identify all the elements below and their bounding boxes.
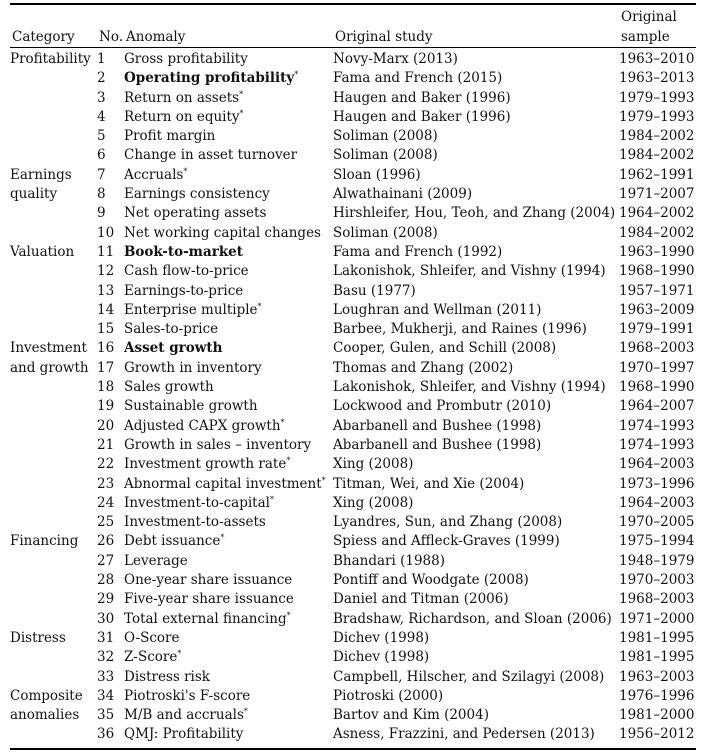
sample-cell: 1974–1993 <box>619 436 695 453</box>
anomaly-name: Piotroski's F-score <box>124 687 251 704</box>
anomaly-cell <box>124 494 333 513</box>
number-cell: 2 <box>97 70 106 87</box>
header-sample-line1: Original <box>621 9 677 25</box>
study-cell: Pontiff and Woodgate (2008) <box>333 572 529 589</box>
anomaly-cell <box>124 50 333 69</box>
category-cell <box>10 204 97 223</box>
anomaly-cell <box>124 166 333 185</box>
anomaly-name: Investment-to-capital <box>124 494 270 511</box>
anomaly-name: QMJ: Profitability <box>124 726 244 743</box>
star-marker: * <box>321 475 326 485</box>
anomaly-name: Book-to-market <box>124 243 243 260</box>
anomaly-cell <box>124 532 333 551</box>
study-cell: Fama and French (1992) <box>333 243 503 260</box>
study-cell: Fama and French (2015) <box>333 70 503 87</box>
table-row <box>10 668 696 687</box>
number-cell: 28 <box>97 572 115 589</box>
study-cell: Soliman (2008) <box>333 128 438 145</box>
anomaly-cell <box>124 108 333 127</box>
table-row <box>10 513 696 532</box>
top-rule <box>10 3 696 5</box>
anomaly-name: Change in asset turnover <box>124 147 298 164</box>
sample-cell: 1979–1991 <box>619 321 695 338</box>
number-cell: 21 <box>97 436 115 453</box>
category-cell <box>10 320 97 339</box>
study-cell: Sloan (1996) <box>333 166 421 183</box>
category-cell <box>10 397 97 416</box>
anomaly-name: Z-Score <box>124 649 178 666</box>
table-row <box>10 397 696 416</box>
study-cell: Piotroski (2000) <box>333 687 444 704</box>
category-cell <box>10 69 97 88</box>
study-cell: Hirshleifer, Hou, Teoh, and Zhang (2004) <box>333 205 616 222</box>
table-row <box>10 339 696 358</box>
sample-cell: 1964–2003 <box>619 456 695 473</box>
anomaly-name: Return on assets <box>124 89 240 106</box>
anomaly-cell <box>124 224 333 243</box>
category-cell <box>10 648 97 667</box>
anomaly-name: Earnings consistency <box>124 186 270 203</box>
table-row <box>10 359 696 378</box>
anomaly-cell <box>124 668 333 687</box>
anomaly-cell <box>124 359 333 378</box>
study-cell: Loughran and Wellman (2011) <box>333 301 542 318</box>
sample-cell: 1970–1997 <box>619 359 695 376</box>
sample-cell: 1984–2002 <box>619 224 695 241</box>
category-cell <box>10 436 97 455</box>
study-cell: Barbee, Mukherji, and Raines (1996) <box>333 321 587 338</box>
anomaly-cell <box>124 127 333 146</box>
table-row <box>10 475 696 494</box>
number-cell: 6 <box>97 147 106 164</box>
anomaly-name: Sales-to-price <box>124 321 219 338</box>
anomaly-name: O-Score <box>124 629 180 646</box>
category-cell: Investment <box>10 340 87 357</box>
study-cell: Campbell, Hilscher, and Szilagyi (2008) <box>333 668 605 685</box>
number-cell: 13 <box>97 282 115 299</box>
anomaly-name: Growth in inventory <box>124 359 262 376</box>
study-cell: Basu (1977) <box>333 282 416 299</box>
star-marker: * <box>243 707 248 717</box>
anomaly-cell <box>124 417 333 436</box>
category-cell <box>10 89 97 108</box>
category-cell <box>10 417 97 436</box>
table-row <box>10 378 696 397</box>
category-cell: Earnings <box>10 166 72 183</box>
study-cell: Xing (2008) <box>333 494 414 511</box>
sample-cell: 1963–2003 <box>619 668 695 685</box>
anomaly-cell <box>124 262 333 281</box>
table-row <box>10 590 696 609</box>
study-cell: Lyandres, Sun, and Zhang (2008) <box>333 514 563 531</box>
star-marker: * <box>269 494 274 504</box>
study-cell: Spiess and Affleck-Graves (1999) <box>333 533 560 550</box>
study-cell: Bhandari (1988) <box>333 552 446 569</box>
anomaly-table-body <box>10 50 696 745</box>
anomaly-name: Gross profitability <box>124 51 248 67</box>
anomaly-cell <box>124 687 333 706</box>
sample-cell: 1968–2003 <box>619 591 695 608</box>
study-cell: Daniel and Titman (2006) <box>333 591 509 608</box>
number-cell: 33 <box>97 668 115 685</box>
header-anomaly: Anomaly <box>126 29 186 45</box>
anomaly-cell <box>124 204 333 223</box>
anomaly-name: Asset growth <box>124 340 223 357</box>
sample-cell: 1964–2003 <box>619 494 695 511</box>
number-cell: 17 <box>97 359 115 376</box>
anomaly-table <box>10 50 696 745</box>
table-row <box>10 69 696 88</box>
header-no: No. <box>99 29 123 45</box>
sample-cell: 1975–1994 <box>619 533 695 550</box>
category-cell <box>10 668 97 687</box>
number-cell: 5 <box>97 128 106 145</box>
sample-cell: 1984–2002 <box>619 128 695 145</box>
anomaly-cell <box>124 301 333 320</box>
table-row <box>10 687 696 706</box>
number-cell: 26 <box>97 533 115 550</box>
category-cell <box>10 610 97 629</box>
category-cell: and growth <box>10 359 89 376</box>
category-cell <box>10 513 97 532</box>
study-cell: Alwathainani (2009) <box>333 186 473 203</box>
sample-cell: 1979–1993 <box>619 89 695 106</box>
table-row <box>10 127 696 146</box>
sample-cell: 1968–1990 <box>619 263 695 280</box>
number-cell: 24 <box>97 494 115 511</box>
number-cell: 12 <box>97 263 115 280</box>
sample-cell: 1963–2009 <box>619 301 695 318</box>
number-cell: 16 <box>97 340 115 357</box>
sample-cell: 1973–1996 <box>619 475 695 492</box>
number-cell: 20 <box>97 417 115 434</box>
sample-cell: 1984–2002 <box>619 147 695 164</box>
anomaly-cell <box>124 629 333 648</box>
number-cell: 18 <box>97 379 115 396</box>
anomaly-name: Total external financing <box>124 610 287 627</box>
sample-cell: 1963–2010 <box>619 51 695 67</box>
number-cell: 8 <box>97 186 106 203</box>
table-row <box>10 725 696 744</box>
anomaly-name: Debt issuance <box>124 533 221 550</box>
anomaly-cell <box>124 436 333 455</box>
sample-cell: 1968–2003 <box>619 340 695 357</box>
table-row <box>10 224 696 243</box>
category-cell <box>10 108 97 127</box>
anomaly-cell <box>124 725 333 744</box>
study-cell: Dichev (1998) <box>333 629 430 646</box>
category-cell <box>10 494 97 513</box>
category-cell: Valuation <box>10 243 75 260</box>
sample-cell: 1964–2002 <box>619 205 695 222</box>
study-cell: Cooper, Gulen, and Schill (2008) <box>333 340 557 357</box>
header-rule <box>10 47 696 48</box>
table-row <box>10 301 696 320</box>
number-cell: 11 <box>97 243 115 260</box>
sample-cell: 1971–2000 <box>619 610 695 627</box>
anomaly-cell <box>124 339 333 358</box>
number-cell: 23 <box>97 475 115 492</box>
anomaly-name: Five-year share issuance <box>124 591 294 608</box>
anomaly-cell <box>124 648 333 667</box>
bottom-rule <box>10 748 696 750</box>
category-cell: anomalies <box>10 707 80 724</box>
sample-cell: 1976–1996 <box>619 687 695 704</box>
table-row <box>10 532 696 551</box>
study-cell: Novy-Marx (2013) <box>333 51 458 67</box>
anomaly-name: Return on equity <box>124 108 240 125</box>
anomaly-name: Operating profitability <box>124 70 295 87</box>
category-cell <box>10 552 97 571</box>
star-marker: * <box>239 108 244 118</box>
category-cell <box>10 146 97 165</box>
table-row <box>10 571 696 590</box>
anomaly-cell <box>124 513 333 532</box>
sample-cell: 1964–2007 <box>619 398 695 415</box>
anomaly-cell <box>124 89 333 108</box>
study-cell: Thomas and Zhang (2002) <box>333 359 514 376</box>
category-cell <box>10 262 97 281</box>
sample-cell: 1971–2007 <box>619 186 695 203</box>
number-cell: 34 <box>97 687 115 704</box>
anomaly-cell <box>124 552 333 571</box>
star-marker: * <box>183 166 188 176</box>
number-cell: 30 <box>97 610 115 627</box>
number-cell: 19 <box>97 398 115 415</box>
anomaly-name: Net working capital changes <box>124 224 321 241</box>
category-cell <box>10 455 97 474</box>
category-cell: Profitability <box>10 51 91 67</box>
study-cell: Haugen and Baker (1996) <box>333 108 511 125</box>
number-cell: 32 <box>97 649 115 666</box>
number-cell: 14 <box>97 301 115 318</box>
number-cell: 10 <box>97 224 115 241</box>
study-cell: Asness, Frazzini, and Pedersen (2013) <box>333 726 595 743</box>
sample-cell: 1948–1979 <box>619 552 695 569</box>
number-cell: 29 <box>97 591 115 608</box>
star-marker: * <box>177 649 182 659</box>
sample-cell: 1974–1993 <box>619 417 695 434</box>
number-cell: 15 <box>97 321 115 338</box>
table-row <box>10 50 696 69</box>
study-cell: Soliman (2008) <box>333 147 438 164</box>
number-cell: 22 <box>97 456 115 473</box>
table-row <box>10 610 696 629</box>
category-cell <box>10 571 97 590</box>
table-row <box>10 629 696 648</box>
star-marker: * <box>280 417 285 427</box>
star-marker: * <box>257 301 262 311</box>
number-cell: 25 <box>97 514 115 531</box>
anomaly-cell <box>124 571 333 590</box>
sample-cell: 1968–1990 <box>619 379 695 396</box>
table-row <box>10 455 696 474</box>
table-row <box>10 146 696 165</box>
study-cell: Bradshaw, Richardson, and Sloan (2006) <box>333 610 612 627</box>
category-cell: Distress <box>10 629 66 646</box>
table-row <box>10 552 696 571</box>
category-cell: quality <box>10 186 58 203</box>
category-cell <box>10 127 97 146</box>
study-cell: Lockwood and Prombutr (2010) <box>333 398 552 415</box>
number-cell: 7 <box>97 166 106 183</box>
category-cell <box>10 301 97 320</box>
table-row <box>10 243 696 262</box>
study-cell: Abarbanell and Bushee (1998) <box>333 436 542 453</box>
star-marker: * <box>239 89 244 99</box>
number-cell: 36 <box>97 726 115 743</box>
anomaly-cell <box>124 455 333 474</box>
sample-cell: 1981–1995 <box>619 649 695 666</box>
anomaly-name: Abnormal capital investment <box>124 475 322 492</box>
category-cell: Financing <box>10 533 79 550</box>
sample-cell: 1957–1971 <box>619 282 695 299</box>
anomaly-name: Leverage <box>124 552 188 569</box>
anomaly-cell <box>124 706 333 725</box>
number-cell: 31 <box>97 629 115 646</box>
header-study: Original study <box>335 29 433 45</box>
anomaly-cell <box>124 397 333 416</box>
anomaly-name: Profit margin <box>124 128 216 145</box>
anomaly-name: Sustainable growth <box>124 398 258 415</box>
category-cell <box>10 224 97 243</box>
table-row <box>10 185 696 204</box>
anomaly-name: Distress risk <box>124 668 210 685</box>
anomaly-cell <box>124 243 333 262</box>
study-cell: Haugen and Baker (1996) <box>333 89 511 106</box>
number-cell: 4 <box>97 108 106 125</box>
star-marker: * <box>294 70 299 80</box>
anomaly-cell <box>124 590 333 609</box>
star-marker: * <box>220 533 225 543</box>
anomaly-name: Net operating assets <box>124 205 267 222</box>
sample-cell: 1956–2012 <box>619 726 695 743</box>
table-row <box>10 282 696 301</box>
number-cell: 1 <box>97 51 106 67</box>
category-cell <box>10 590 97 609</box>
sample-cell: 1981–1995 <box>619 629 695 646</box>
anomaly-name: Investment growth rate <box>124 456 287 473</box>
anomaly-name: Sales growth <box>124 379 214 396</box>
sample-cell: 1962–1991 <box>619 166 695 183</box>
sample-cell: 1970–2005 <box>619 514 695 531</box>
anomaly-cell <box>124 146 333 165</box>
table-row <box>10 108 696 127</box>
anomaly-name: Earnings-to-price <box>124 282 244 299</box>
table-row <box>10 204 696 223</box>
table-row <box>10 706 696 725</box>
number-cell: 9 <box>97 205 106 222</box>
number-cell: 3 <box>97 89 106 106</box>
study-cell: Bartov and Kim (2004) <box>333 707 489 724</box>
star-marker: * <box>286 610 291 620</box>
study-cell: Titman, Wei, and Xie (2004) <box>333 475 525 492</box>
study-cell: Xing (2008) <box>333 456 414 473</box>
header-category: Category <box>12 29 75 45</box>
sample-cell: 1963–1990 <box>619 243 695 260</box>
anomaly-name: Cash flow-to-price <box>124 263 249 280</box>
anomaly-name: M/B and accruals <box>124 707 244 724</box>
table-row <box>10 436 696 455</box>
table-row <box>10 320 696 339</box>
anomaly-name: Investment-to-assets <box>124 514 266 531</box>
anomaly-name: Enterprise multiple <box>124 301 258 318</box>
anomaly-name: Growth in sales – inventory <box>124 436 312 453</box>
category-cell <box>10 475 97 494</box>
sample-cell: 1979–1993 <box>619 108 695 125</box>
category-cell <box>10 378 97 397</box>
anomaly-cell <box>124 282 333 301</box>
anomaly-cell <box>124 185 333 204</box>
header-sample-line2: sample <box>621 29 670 45</box>
star-marker: * <box>286 456 291 466</box>
table-row <box>10 648 696 667</box>
number-cell: 35 <box>97 707 115 724</box>
number-cell: 27 <box>97 552 115 569</box>
sample-cell: 1981–2000 <box>619 707 695 724</box>
anomaly-name: One-year share issuance <box>124 572 293 589</box>
table-row <box>10 417 696 436</box>
sample-cell: 1963–2013 <box>619 70 695 87</box>
table-row <box>10 494 696 513</box>
study-cell: Dichev (1998) <box>333 649 430 666</box>
anomaly-cell <box>124 475 333 494</box>
study-cell: Abarbanell and Bushee (1998) <box>333 417 542 434</box>
anomaly-name: Adjusted CAPX growth <box>124 417 281 434</box>
table-row <box>10 89 696 108</box>
category-cell <box>10 282 97 301</box>
table-row <box>10 262 696 281</box>
table-row <box>10 166 696 185</box>
category-cell <box>10 725 97 744</box>
anomaly-name: Accruals <box>124 166 184 183</box>
anomaly-cell <box>124 320 333 339</box>
anomaly-cell <box>124 378 333 397</box>
sample-cell: 1970–2003 <box>619 572 695 589</box>
study-cell: Soliman (2008) <box>333 224 438 241</box>
category-cell: Composite <box>10 687 83 704</box>
study-cell: Lakonishok, Shleifer, and Vishny (1994) <box>333 379 606 396</box>
anomaly-cell <box>124 69 333 88</box>
study-cell: Lakonishok, Shleifer, and Vishny (1994) <box>333 263 606 280</box>
anomaly-cell <box>124 610 333 629</box>
